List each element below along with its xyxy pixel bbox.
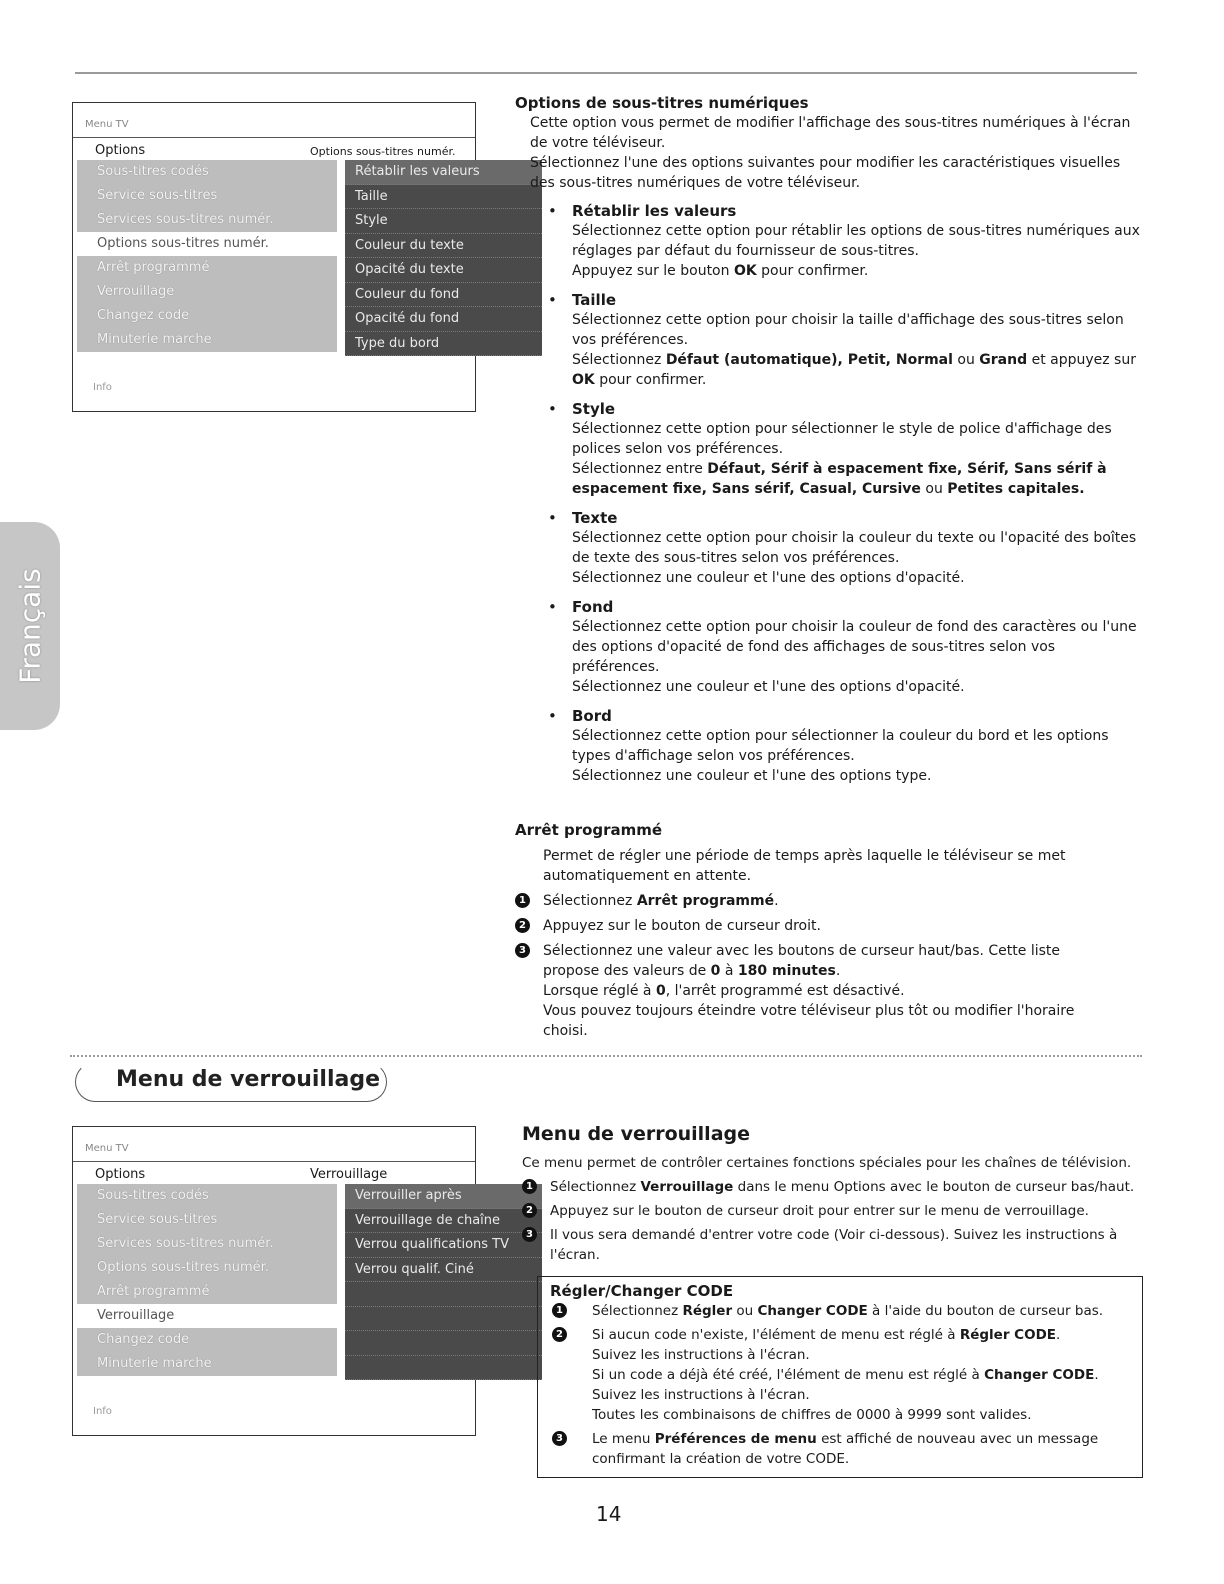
- options-title: Options de sous-titres numériques: [515, 94, 809, 112]
- arret-step-3-note-2: Vous pouvez toujours éteindre votre téléviseur plus tôt ou modifier l'horaire choisi.: [543, 1003, 1075, 1039]
- menu-item: Minuterie marche: [97, 332, 212, 347]
- arret-step-3: 3 Sélectionnez une valeur avec les boutons de curseur haut/bas. Cette liste propose des valeurs de 0 à 180 minutes.: [543, 941, 1115, 981]
- menu-col1: Options: [95, 143, 146, 158]
- submenu-item: Verrouiller après: [345, 1184, 542, 1209]
- bullet-texte-title: • Texte: [572, 508, 1140, 528]
- submenu-item: Verrou qualif. Ciné: [345, 1258, 542, 1283]
- submenu-item: [345, 1307, 542, 1332]
- bullet-taille-text: Sélectionnez cette option pour choisir la taille d'affichage des sous-titres selon vos préférences.: [572, 312, 1124, 348]
- section-title: Menu de verrouillage: [116, 1067, 380, 1092]
- page-number: 14: [596, 1502, 622, 1526]
- arret-step-1: 1 Sélectionnez Arrêt programmé.: [543, 891, 1115, 911]
- menu-screenshot-options: [72, 102, 480, 412]
- bullet-fond-text: Sélectionnez cette option pour choisir la couleur de fond des caractères ou l'une des options d'opacité de fond des affichages de sous-titres selon vos préférences.: [572, 619, 1137, 675]
- section-title-tab: [75, 1062, 387, 1102]
- top-rule: [75, 72, 1137, 74]
- submenu-item: Verrou qualifications TV: [345, 1233, 542, 1258]
- menu-header: Menu TV: [73, 117, 475, 138]
- menu-item: Service sous-titres: [97, 188, 218, 203]
- code-step-1: 1 Sélectionnez Régler ou Changer CODE à l'aide du bouton de curseur bas.: [592, 1301, 1130, 1321]
- code-step-2-note-2: Si un code a déjà été créé, l'élément de menu est réglé à Changer CODE. Suivez les instructions à l'écran.: [592, 1367, 1099, 1403]
- menu-col2: Verrouillage: [310, 1167, 388, 1182]
- options-section: [515, 93, 1140, 786]
- verrou-title: Menu de verrouillage: [522, 1123, 750, 1145]
- bullet-retablir-text: Sélectionnez cette option pour rétablir les options de sous-titres numériques aux réglages par défaut du fournisseur de sous-titres.: [572, 223, 1140, 259]
- menu-item: Sous-titres codés: [97, 164, 209, 179]
- submenu-item: [345, 1282, 542, 1307]
- menu-screenshot-verrouillage: [72, 1126, 510, 1436]
- arret-intro: Permet de régler une période de temps après laquelle le téléviseur se met automatiquement en attente.: [543, 848, 1066, 884]
- bullet-bord-text: Sélectionnez cette option pour sélectionner la couleur du bord et les options types d'affichage selon vos préférences.: [572, 728, 1109, 764]
- code-box: [537, 1276, 1143, 1478]
- bullet-fond-title: • Fond: [572, 597, 1140, 617]
- menu-col2: Options sous-titres numér.: [310, 145, 456, 158]
- menu-info: Info: [93, 382, 112, 393]
- submenu-item: Opacité du texte: [345, 258, 542, 283]
- menu-col1: Options: [95, 1167, 146, 1182]
- bullet-retablir-confirm: Appuyez sur le bouton OK pour confirmer.: [572, 263, 869, 279]
- bullet-style-options: Sélectionnez entre Défaut, Sérif à espacement fixe, Sérif, Sans sérif à espacement fixe, Sans sérif, Casual, Cursive ou Petites capitales.: [572, 461, 1107, 497]
- menu-item: Service sous-titres: [97, 1212, 218, 1227]
- bullet-style-title: • Style: [572, 399, 1140, 419]
- submenu-item: Type du bord: [345, 332, 542, 357]
- bullet-taille-options: Sélectionnez Défaut (automatique), Petit, Normal ou Grand et appuyez sur OK pour confirmer.: [572, 352, 1136, 388]
- submenu-item: Couleur du fond: [345, 283, 542, 308]
- arret-section: [515, 820, 1115, 1041]
- submenu-item: Opacité du fond: [345, 307, 542, 332]
- code-step-2: 2 Si aucun code n'existe, l'élément de menu est réglé à Régler CODE.: [592, 1325, 1130, 1345]
- menu-item: Arrêt programmé: [97, 1284, 210, 1299]
- menu-item-selected: Options sous-titres numér.: [77, 232, 337, 256]
- bullet-style-text: Sélectionnez cette option pour sélectionner le style de police d'affichage des polices selon vos préférences.: [572, 421, 1112, 457]
- menu-item-selected: Verrouillage: [77, 1304, 337, 1328]
- submenu-item: Style: [345, 209, 542, 234]
- verrou-step-1: 1 Sélectionnez Verrouillage dans le menu Options avec le bouton de curseur bas/haut.: [550, 1177, 1142, 1197]
- code-step-2-note-3: Toutes les combinaisons de chiffres de 0000 à 9999 sont valides.: [592, 1407, 1032, 1423]
- verrou-intro: Ce menu permet de contrôler certaines fonctions spéciales pour les chaînes de télévision.: [522, 1155, 1132, 1171]
- submenu-item: Verrouillage de chaîne: [345, 1209, 542, 1234]
- menu-item: Options sous-titres numér.: [97, 1260, 269, 1275]
- menu-item: Services sous-titres numér.: [97, 1236, 274, 1251]
- submenu-item: Taille: [345, 185, 542, 210]
- menu-item: Verrouillage: [97, 284, 175, 299]
- code-step-3: 3 Le menu Préférences de menu est affiché de nouveau avec un message confirmant la création de votre CODE.: [592, 1429, 1130, 1469]
- options-intro-1: Cette option vous permet de modifier l'affichage des sous-titres numériques à l'écran de votre téléviseur.: [530, 115, 1131, 151]
- menu-item: Minuterie marche: [97, 1356, 212, 1371]
- language-tab: [0, 522, 60, 730]
- arret-step-3-note: Lorsque réglé à 0, l'arrêt programmé est désactivé.: [543, 983, 905, 999]
- bullet-retablir-title: • Rétablir les valeurs: [572, 201, 1140, 221]
- menu-right-list: [345, 1184, 542, 1380]
- bullet-texte-select: Sélectionnez une couleur et l'une des options d'opacité.: [572, 570, 965, 586]
- menu-item: Services sous-titres numér.: [97, 212, 274, 227]
- menu-item: Changez code: [97, 308, 190, 323]
- submenu-item: [345, 1356, 542, 1381]
- submenu-item: Couleur du texte: [345, 234, 542, 259]
- menu-right-list: [345, 160, 542, 356]
- code-box-title: Régler/Changer CODE: [550, 1282, 734, 1300]
- menu-item: Sous-titres codés: [97, 1188, 209, 1203]
- bullet-taille-title: • Taille: [572, 290, 1140, 310]
- bullet-fond-select: Sélectionnez une couleur et l'une des options d'opacité.: [572, 679, 965, 695]
- language-tab-label: Français: [13, 568, 47, 684]
- arret-title: Arrêt programmé: [515, 821, 663, 839]
- verrou-step-2: 2 Appuyez sur le bouton de curseur droit pour entrer sur le menu de verrouillage.: [550, 1201, 1142, 1221]
- verrou-step-3: 3 Il vous sera demandé d'entrer votre code (Voir ci-dessous). Suivez les instructions à l'écran.: [550, 1225, 1142, 1265]
- bullet-texte-text: Sélectionnez cette option pour choisir la couleur du texte ou l'opacité des boîtes de texte des sous-titres selon vos préférences.: [572, 530, 1137, 566]
- menu-info: Info: [93, 1406, 112, 1417]
- menu-left-list: [77, 160, 337, 352]
- submenu-item: Rétablir les valeurs: [345, 160, 542, 185]
- arret-step-2: 2 Appuyez sur le bouton de curseur droit.: [543, 916, 1115, 936]
- menu-header: Menu TV: [73, 1141, 475, 1162]
- menu-left-list: [77, 1184, 337, 1376]
- bullet-bord-title: • Bord: [572, 706, 1140, 726]
- bullet-bord-select: Sélectionnez une couleur et l'une des options type.: [572, 768, 932, 784]
- submenu-item: [345, 1331, 542, 1356]
- menu-item: Arrêt programmé: [97, 260, 210, 275]
- section-divider: [70, 1055, 1142, 1057]
- menu-item: Changez code: [97, 1332, 190, 1347]
- code-step-2-note: Suivez les instructions à l'écran.: [592, 1347, 810, 1363]
- verrou-section: [522, 1121, 1142, 1265]
- options-intro-2: Sélectionnez l'une des options suivantes pour modifier les caractéristiques visuelles des sous-titres numériques de votre téléviseur.: [530, 155, 1121, 191]
